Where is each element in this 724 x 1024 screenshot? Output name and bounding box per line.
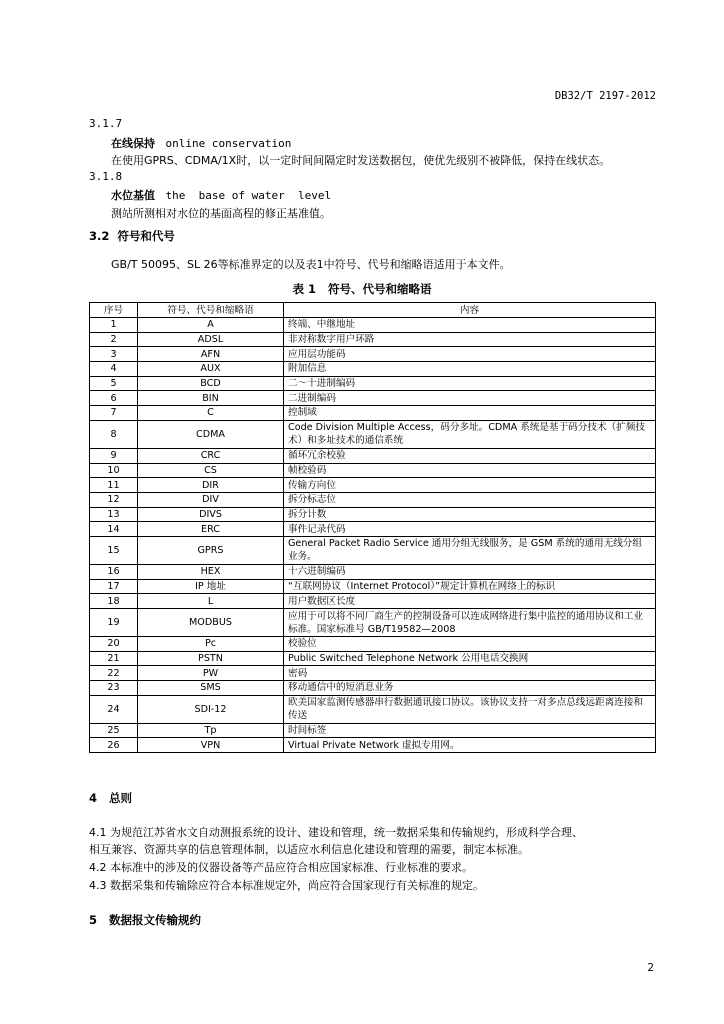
table-row — [90, 695, 656, 723]
cell-symbol: DIR — [138, 478, 284, 493]
table-row — [90, 332, 656, 347]
cell-number: 19 — [90, 609, 138, 637]
table-row — [90, 651, 656, 666]
definition-3-1-7: 在使用GPRS、CDMA/1X时，以一定时间间隔定时发送数据包，使优先级别不被降低，保持在线状态。 — [111, 154, 611, 167]
table-row — [90, 723, 656, 738]
cell-number: 3 — [90, 347, 138, 362]
definition-3-1-8: 测站所测相对水位的基面高程的修正基准值。 — [111, 207, 331, 220]
term-cn: 水位基值 — [111, 189, 155, 202]
cell-symbol: DIVS — [138, 507, 284, 522]
cell-content: 拆分计数 — [284, 507, 656, 522]
standard-code: DB32/T 2197-2012 — [554, 90, 656, 102]
cell-number: 1 — [90, 318, 138, 333]
cell-content: 拆分标志位 — [284, 492, 656, 507]
cell-content: 非对称数字用户环路 — [284, 332, 656, 347]
table-row — [90, 536, 656, 564]
cell-content: 十六进制编码 — [284, 564, 656, 579]
table-caption: 表 1 符号、代号和缩略语 — [292, 282, 432, 296]
cell-content: 密码 — [284, 666, 656, 681]
table-row — [90, 522, 656, 537]
cell-symbol: Tp — [138, 723, 284, 738]
table-row — [90, 579, 656, 594]
table-row — [90, 391, 656, 406]
cell-content: 终端、中继地址 — [284, 318, 656, 333]
cell-content: 用户数据区长度 — [284, 594, 656, 609]
paragraph-4-2: 4.2 本标准中的涉及的仪器设备等产品应符合相应国家标准、行业标准的要求。 — [89, 861, 473, 874]
cell-symbol: A — [138, 318, 284, 333]
cell-symbol: VPN — [138, 738, 284, 753]
cell-number: 21 — [90, 651, 138, 666]
table-row — [90, 347, 656, 362]
cell-number: 5 — [90, 376, 138, 391]
term-3-1-7 — [111, 135, 291, 151]
cell-symbol: ADSL — [138, 332, 284, 347]
cell-number: 18 — [90, 594, 138, 609]
term-cn: 在线保持 — [111, 137, 155, 150]
cell-content: 控制域 — [284, 406, 656, 421]
cell-content: 校验位 — [284, 637, 656, 652]
cell-number: 23 — [90, 681, 138, 696]
cell-symbol: DIV — [138, 492, 284, 507]
cell-number: 4 — [90, 362, 138, 377]
section-heading-4: 4 总则 — [89, 791, 133, 805]
table-row — [90, 594, 656, 609]
header-number: 序号 — [90, 303, 138, 318]
cell-symbol: PSTN — [138, 651, 284, 666]
cell-symbol: HEX — [138, 564, 284, 579]
cell-number: 26 — [90, 738, 138, 753]
cell-content: 循环冗余校验 — [284, 448, 656, 463]
cell-content: Code Division Multiple Access，码分多址。CDMA 系统是基于码分技术（扩频技术）和多址技术的通信系统 — [284, 420, 656, 448]
clause-number-3-1-7: 3.1.7 — [89, 117, 123, 130]
cell-content: 传输方向位 — [284, 478, 656, 493]
cell-content: 二进制编码 — [284, 391, 656, 406]
table-row — [90, 666, 656, 681]
header-symbol: 符号、代号和缩略语 — [138, 303, 284, 318]
cell-symbol: CS — [138, 463, 284, 478]
cell-content: 帧校验码 — [284, 463, 656, 478]
cell-symbol: PW — [138, 666, 284, 681]
cell-symbol: CRC — [138, 448, 284, 463]
table-row — [90, 362, 656, 377]
section-3-2-intro: GB/T 50095、SL 26等标准界定的以及表1中符号、代号和缩略语适用于本文件。 — [111, 258, 511, 271]
table-body — [90, 318, 656, 753]
cell-number: 25 — [90, 723, 138, 738]
cell-number: 14 — [90, 522, 138, 537]
header-content: 内容 — [284, 303, 656, 318]
term-en: the base of water level — [165, 189, 332, 202]
cell-symbol: AFN — [138, 347, 284, 362]
cell-content: “互联网协议（Internet Protocol）”规定计算机在网络上的标识 — [284, 579, 656, 594]
cell-content: 应用层功能码 — [284, 347, 656, 362]
cell-number: 15 — [90, 536, 138, 564]
table-row — [90, 448, 656, 463]
section-heading-5: 5 数据报文传输规约 — [89, 913, 202, 927]
cell-number: 22 — [90, 666, 138, 681]
cell-content: General Packet Radio Service 通用分组无线服务，是 GSM 系统的通用无线分组业务。 — [284, 536, 656, 564]
cell-symbol: IP 地址 — [138, 579, 284, 594]
table-row — [90, 478, 656, 493]
cell-symbol: MODBUS — [138, 609, 284, 637]
cell-number: 12 — [90, 492, 138, 507]
cell-symbol: BCD — [138, 376, 284, 391]
cell-number: 9 — [90, 448, 138, 463]
table-row — [90, 738, 656, 753]
cell-symbol: SMS — [138, 681, 284, 696]
cell-content: Virtual Private Network 虚拟专用网。 — [284, 738, 656, 753]
cell-content: 附加信息 — [284, 362, 656, 377]
clause-number-3-1-8: 3.1.8 — [89, 170, 123, 183]
table-header-row — [90, 303, 656, 318]
cell-symbol: SDI-12 — [138, 695, 284, 723]
cell-symbol: ERC — [138, 522, 284, 537]
cell-content: Public Switched Telephone Network 公用电话交换网 — [284, 651, 656, 666]
cell-number: 7 — [90, 406, 138, 421]
cell-content: 移动通信中的短消息业务 — [284, 681, 656, 696]
table-row — [90, 420, 656, 448]
cell-symbol: Pc — [138, 637, 284, 652]
paragraph-4-1-line1: 4.1 为规范江苏省水文自动测报系统的设计、建设和管理，统一数据采集和传输规约，形成科学合理、 — [89, 826, 583, 839]
cell-number: 20 — [90, 637, 138, 652]
table-row — [90, 564, 656, 579]
cell-number: 11 — [90, 478, 138, 493]
cell-symbol: AUX — [138, 362, 284, 377]
cell-number: 24 — [90, 695, 138, 723]
table-row — [90, 318, 656, 333]
cell-symbol: CDMA — [138, 420, 284, 448]
cell-symbol: BIN — [138, 391, 284, 406]
cell-content: 二～十进制编码 — [284, 376, 656, 391]
cell-number: 17 — [90, 579, 138, 594]
symbols-table — [89, 302, 656, 753]
cell-number: 2 — [90, 332, 138, 347]
cell-number: 8 — [90, 420, 138, 448]
table-row — [90, 463, 656, 478]
cell-content: 应用于可以将不同厂商生产的控制设备可以连成网络进行集中监控的通用协议和工业标准。国家标准号 GB/T19582—2008 — [284, 609, 656, 637]
cell-number: 16 — [90, 564, 138, 579]
cell-content: 时间标签 — [284, 723, 656, 738]
paragraph-4-3: 4.3 数据采集和传输除应符合本标准规定外，尚应符合国家现行有关标准的规定。 — [89, 879, 484, 892]
page-number: 2 — [647, 962, 654, 974]
cell-symbol: C — [138, 406, 284, 421]
cell-number: 6 — [90, 391, 138, 406]
table-row — [90, 406, 656, 421]
table-row — [90, 609, 656, 637]
cell-content: 事件记录代码 — [284, 522, 656, 537]
cell-symbol: L — [138, 594, 284, 609]
table-row — [90, 637, 656, 652]
table-row — [90, 507, 656, 522]
table-row — [90, 376, 656, 391]
cell-content: 欧美国家监测传感器串行数据通讯接口协议。该协议支持一对多点总线远距离连接和传送 — [284, 695, 656, 723]
term-en: online conservation — [165, 137, 292, 150]
cell-number: 13 — [90, 507, 138, 522]
section-heading-3-2: 3.2 符号和代号 — [89, 229, 175, 243]
cell-symbol: GPRS — [138, 536, 284, 564]
table-row — [90, 492, 656, 507]
paragraph-4-1-line2: 相互兼容、资源共享的信息管理体制，以适应水利信息化建设和管理的需要，制定本标准。 — [89, 843, 529, 856]
table-row — [90, 681, 656, 696]
term-3-1-8 — [111, 187, 331, 203]
cell-number: 10 — [90, 463, 138, 478]
